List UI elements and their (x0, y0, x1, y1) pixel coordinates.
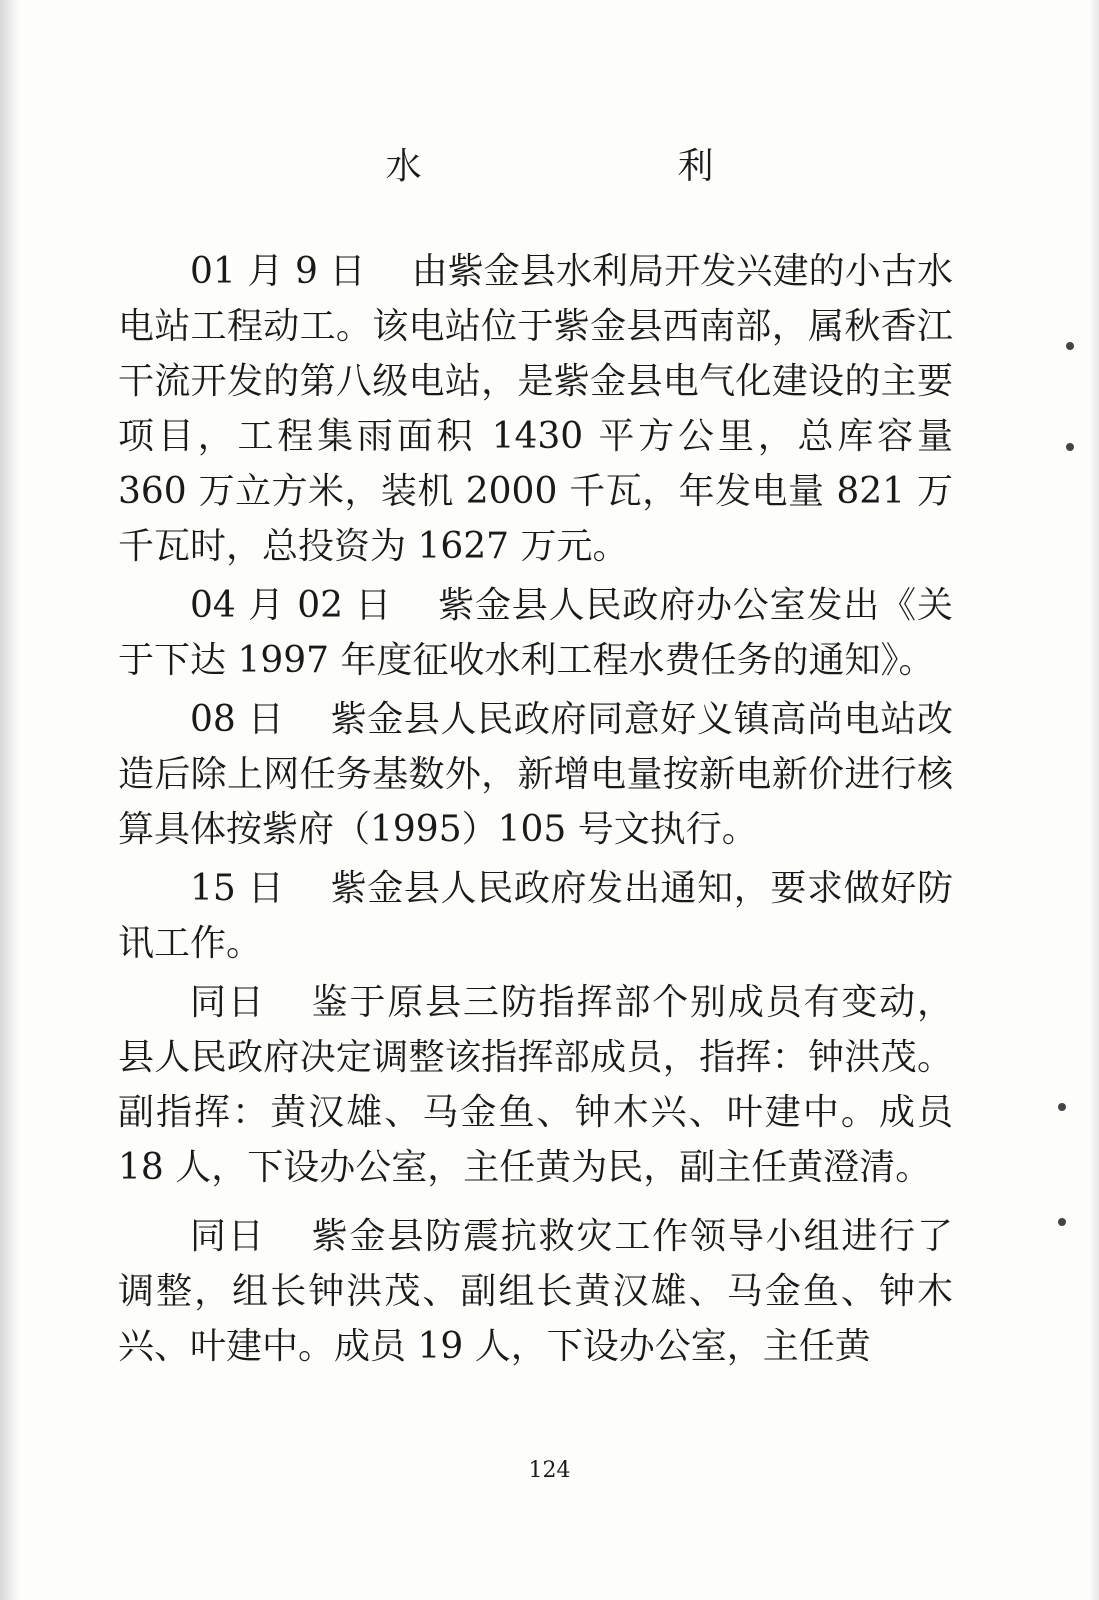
entry-text: 紫金县防震抗救灾工作领导小组进行了调整，组长钟洪茂、副组长黄汉雄、马金鱼、钟木兴、叶建中。成员 19 人，下设办公室，主任黄 (118, 1216, 953, 1367)
chronicle-entry (118, 578, 953, 688)
entry-date: 08 日 (190, 699, 285, 740)
chronicle-entry (118, 975, 953, 1195)
chronicle-entry (118, 244, 953, 574)
entry-text: 由紫金县水利局开发兴建的小古水电站工程动工。该电站位于紫金县西南部，属秋香江干流开发的第八级电站，是紫金县电气化建设的主要项目，工程集雨面积 1430 平方公里，总库容量 360 万立方米，装机 2000 千瓦，年发电量 821 万千瓦时，总投资为 1627 万元。 (118, 251, 953, 567)
binding-shadow (0, 0, 20, 1600)
page-number: 124 (528, 1458, 571, 1483)
chronicle-entry (118, 1209, 953, 1374)
entry-text: 紫金县人民政府办公室发出《关于下达 1997 年度征收水利工程水费任务的通知》。 (118, 585, 953, 681)
entry-date: 同日 (190, 982, 266, 1023)
entry-date: 15 日 (190, 868, 285, 909)
entry-text: 鉴于原县三防指挥部个别成员有变动，县人民政府决定调整该指挥部成员，指挥：钟洪茂。副指挥：黄汉雄、马金鱼、钟木兴、叶建中。成员 18 人，下设办公室，主任黄为民，副主任黄澄清。 (118, 982, 953, 1188)
chronicle-entry (118, 861, 953, 971)
chronicle-body (118, 244, 953, 1378)
punch-hole-mark (1058, 1103, 1066, 1111)
section-title: 水 利 (385, 146, 824, 187)
punch-hole-mark (1066, 342, 1074, 350)
page-edge-shadow (1089, 0, 1099, 1600)
entry-date: 01 月 9 日 (190, 251, 366, 292)
chronicle-entry (118, 692, 953, 857)
entry-date: 同日 (190, 1216, 266, 1257)
entry-date: 04 月 02 日 (190, 585, 393, 626)
punch-hole-mark (1058, 1218, 1066, 1226)
punch-hole-mark (1066, 443, 1074, 451)
entry-text: 紫金县人民政府同意好义镇高尚电站改造后除上网任务基数外，新增电量按新电新价进行核算具体按紫府（1995）105 号文执行。 (118, 699, 953, 850)
entry-text: 紫金县人民政府发出通知，要求做好防讯工作。 (118, 868, 953, 964)
